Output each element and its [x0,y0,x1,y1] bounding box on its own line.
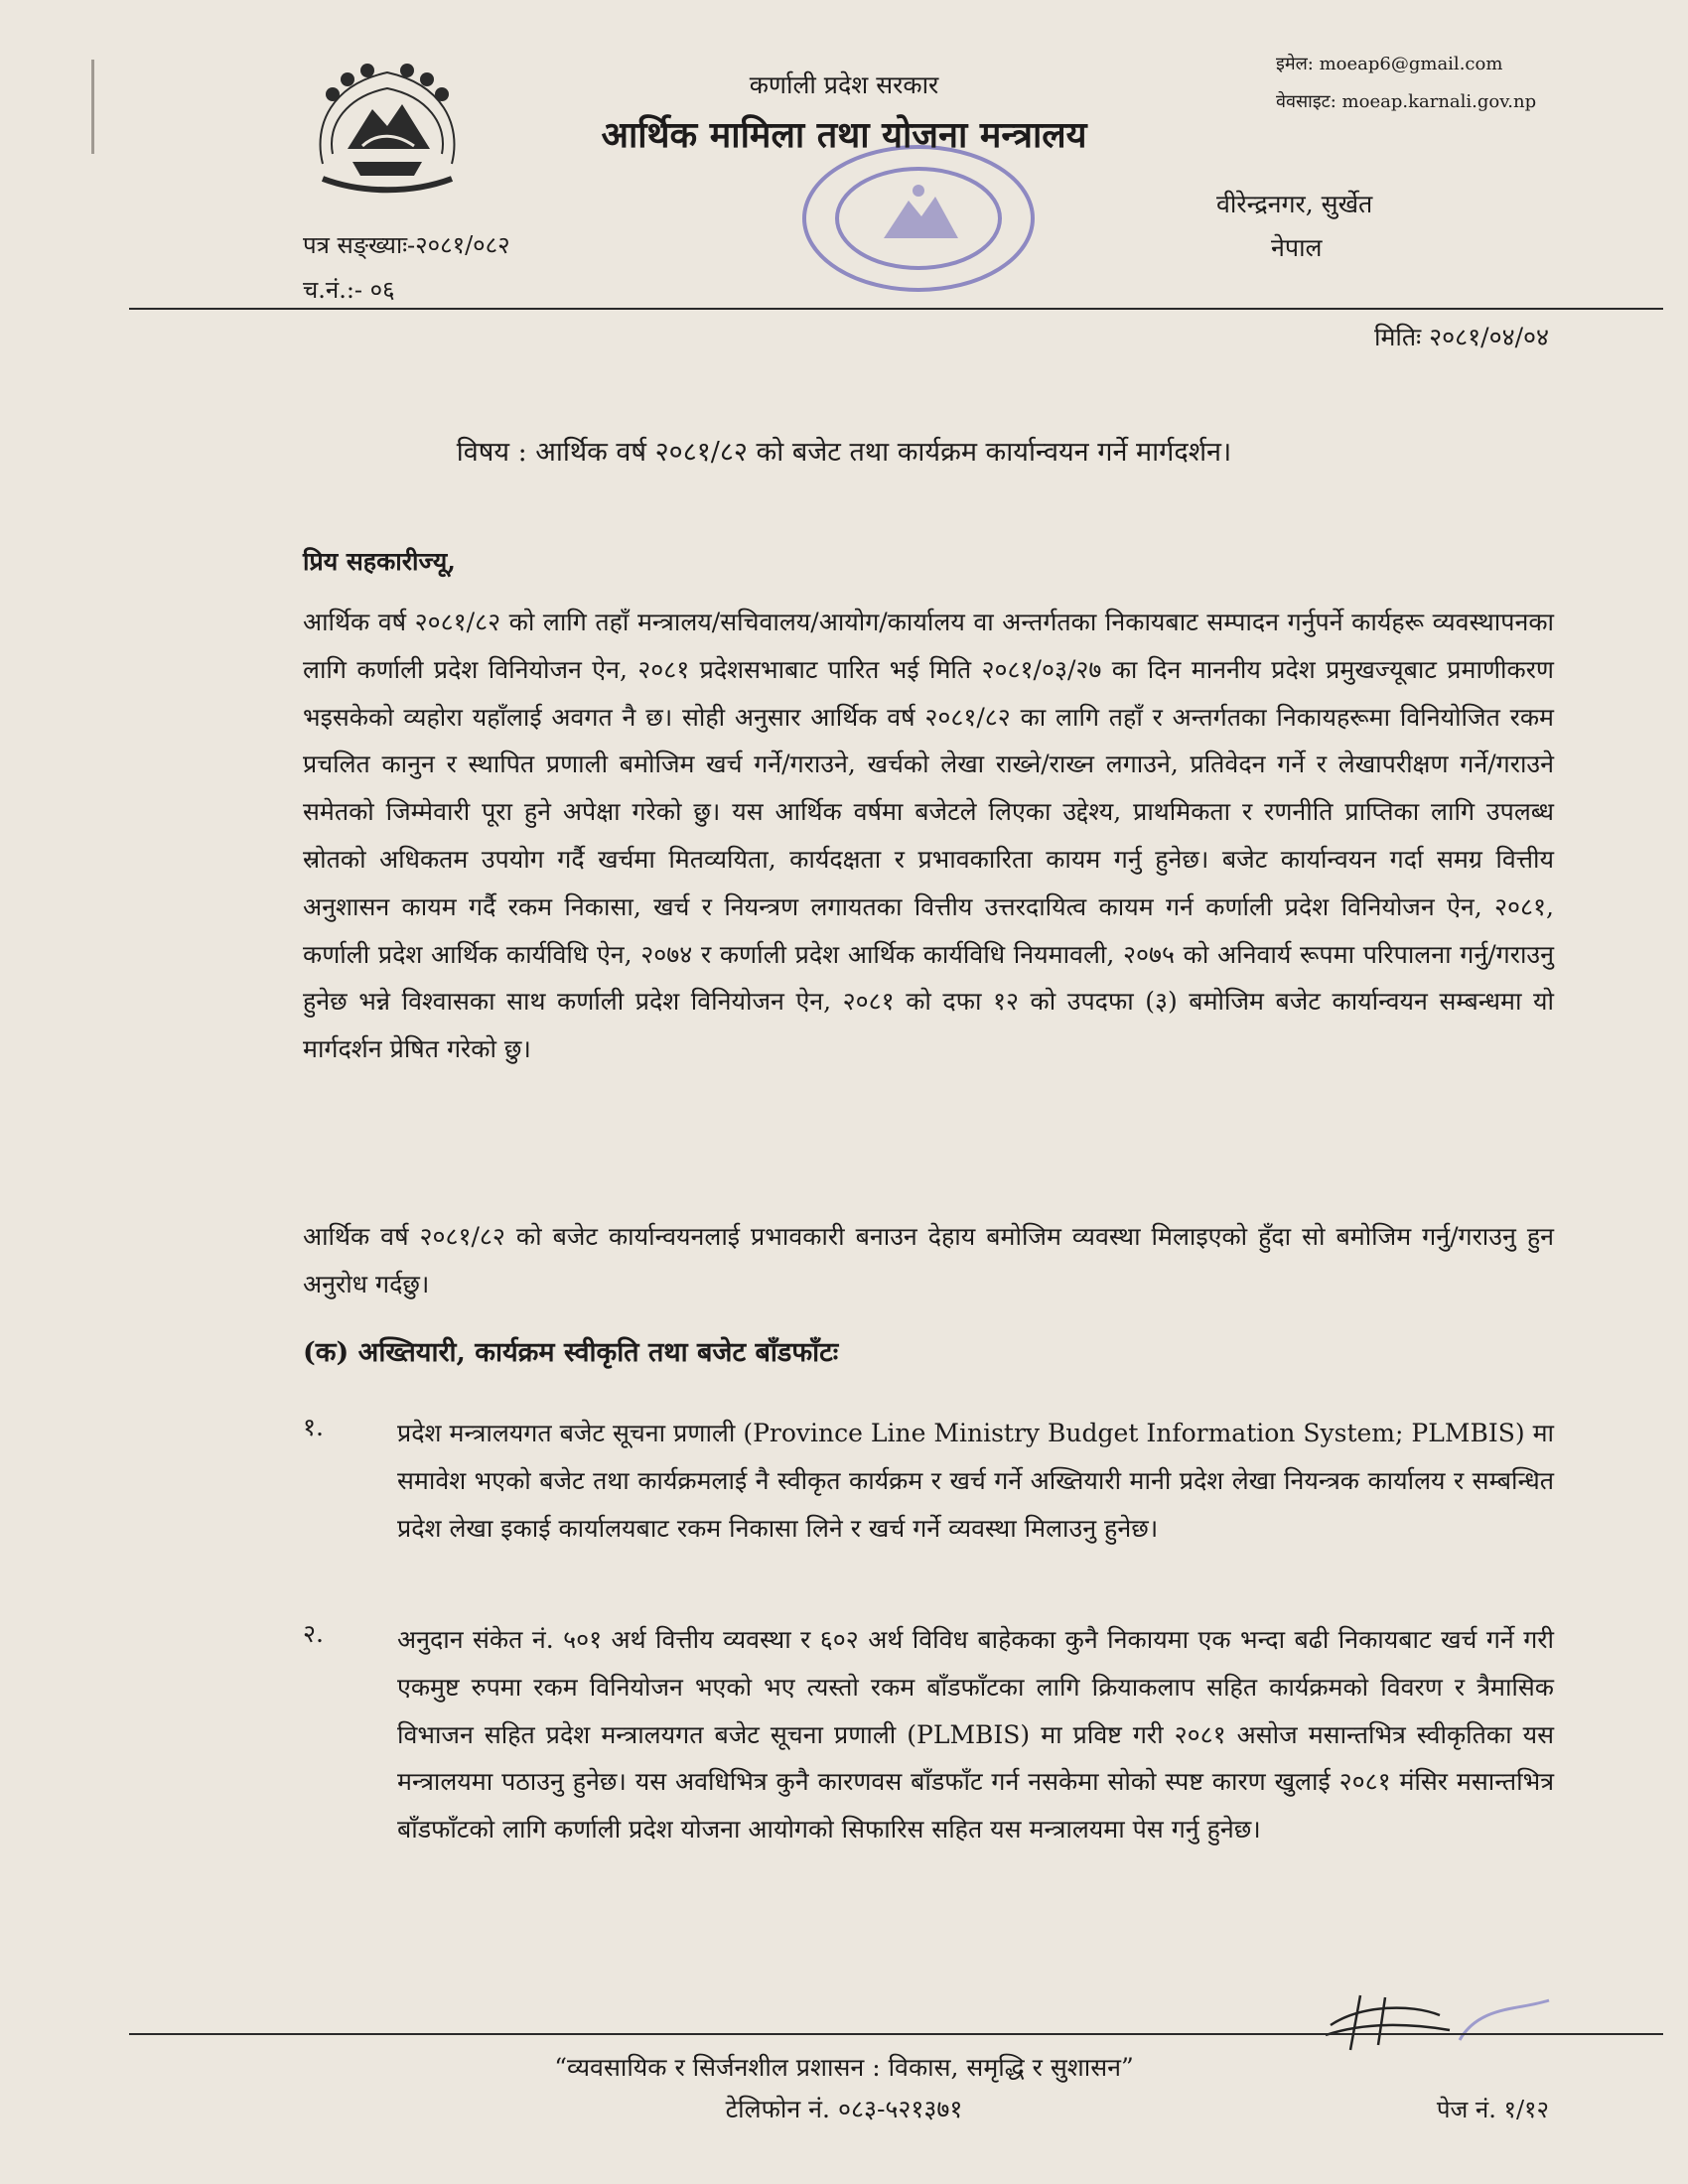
footer-phone: टेलिफोन नं. ०८३-५२१३७१ [725,2095,963,2123]
page-number: पेज नं. १/१२ [1436,2096,1549,2123]
footer-slogan: “व्यवसायिक र सिर्जनशील प्रशासन : विकास, समृद्धि र सुशासन” [554,2053,1134,2082]
body-paragraph: आर्थिक वर्ष २०८१/८२ को बजेट कार्यान्वयनलाई प्रभावकारी बनाउन देहाय बमोजिम व्यवस्था मिलाइएको हुँदा सो बमोजिम गर्नु/गराउनु हुन अनुरोध गर्दछु। [303,1222,1554,1298]
section-heading: (क) अख्तियारी, कार्यक्रम स्वीकृति तथा बजेट बाँडफाँटः [303,1337,839,1368]
government-name: कर्णाली प्रदेश सरकार [749,70,939,99]
footer-divider [129,2033,1663,2035]
salutation: प्रिय सहकारीज्यू, [303,547,456,576]
list-item: अनुदान संकेत नं. ५०१ अर्थ वित्तीय व्यवस्था र ६०२ अर्थ विविध बाहेकका कुनै निकायमा एक भन्दा बढी निकायबाट खर्च गर्ने गरी एकमुष्ट रुपमा रकम विनियोजन भएको भए त्यस्तो रकम बाँडफाँटका लागि क्रियाकलाप सहित कार्यक्रमको विवरण र त्रैमासिक विभाजन सहित प्रदेश मन्त्रालयगत बजेट सूचना प्रणाली (PLMBIS) मा प्रविष्ट गरी २०८१ असोज मसान्तभित्र स्वीकृतिका यस मन्त्रालयमा पठाउनु हुनेछ। यस अवधिभित्र कुनै कारणवस बाँडफाँट गर्न नसकेमा सोको स्पष्ट कारण खुलाई २०८१ मंसिर मसान्तभित्र बाँडफाँटको लागि कर्णाली प्रदेश योजना आयोगको सिफारिस सहित यस मन्त्रालयमा पेस गर्नु हुनेछ। [397,1625,1554,1844]
list-item-number: २. [303,1619,324,1648]
signature-icon [1291,1985,1589,2055]
list-item-number: १. [303,1413,324,1441]
header-divider [129,308,1663,310]
list-item: प्रदेश मन्त्रालयगत बजेट सूचना प्रणाली (Province Line Ministry Budget Information System; PLMBIS) मा समावेश भएको बजेट तथा कार्यक्रमलाई नै स्वीकृत कार्यक्रम र खर्च गर्ने अख्तियारी मानी प्रदेश लेखा नियन्त्रक कार्यालय र सम्बन्धित प्रदेश लेखा इकाई कार्यालयबाट रकम निकासा लिने र खर्च गर्ने व्यवस्था मिलाउनु हुनेछ। [397,1419,1554,1543]
ministry-seal-icon [794,139,1043,298]
website: वेवसाइट: moeap.karnali.gov.np [1276,91,1537,112]
ministry-name: आर्थिक मामिला तथा योजना मन्त्रालय [601,114,1087,156]
subject-line: विषय : आर्थिक वर्ष २०८१/८२ को बजेट तथा कार्यक्रम कार्यान्वयन गर्ने मार्गदर्शन। [456,437,1232,468]
letter-number: पत्र सङ्ख्याः-२०८१/०८२ [303,231,510,259]
dispatch-number: च.नं.:- ०६ [303,276,395,304]
city: वीरेन्द्रनगर, सुर्खेत [1216,190,1373,218]
letter-date: मितिः २०८१/०४/०४ [1374,323,1549,351]
email: इमेल: moeap6@gmail.com [1276,54,1503,74]
country: नेपाल [1271,233,1323,262]
body-paragraph: आर्थिक वर्ष २०८१/८२ को लागि तहाँ मन्त्रालय/सचिवालय/आयोग/कार्यालय वा अन्तर्गतका निकायबाट सम्पादन गर्नुपर्ने कार्यहरू व्यवस्थापनका लागि कर्णाली प्रदेश विनियोजन ऐन, २०८१ प्रदेशसभाबाट पारित भई मिति २०८१/०३/२७ का दिन माननीय प्रदेश प्रमुखज्यूबाट प्रमाणीकरण भइसकेको व्यहोरा यहाँलाई अवगत नै छ। सोही अनुसार आर्थिक वर्ष २०८१/८२ का लागि तहाँ र अन्तर्गतका निकायहरूमा विनियोजित रकम प्रचलित कानुन र स्थापित प्रणाली बमोजिम खर्च गर्ने/गराउने, खर्चको लेखा राख्ने/राख्न लगाउने, प्रतिवेदन गर्ने र लेखापरीक्षण गर्ने/गराउने समेतको जिम्मेवारी पूरा हुने अपेक्षा गरेको छु। यस आर्थिक वर्षमा बजेटले लिएका उद्देश्य, प्राथमिकता र रणनीति प्राप्तिका लागि उपलब्ध स्रोतको अधिकतम उपयोग गर्दै खर्चमा मितव्ययिता, कार्यदक्षता र प्रभावकारिता कायम गर्नु हुनेछ। बजेट कार्यान्वयन गर्दा समग्र वित्तीय अनुशासन कायम गर्दै रकम निकासा, खर्च र नियन्त्रण लगायतका वित्तीय उत्तरदायित्व कायम गर्न कर्णाली प्रदेश विनियोजन ऐन, २०८१, कर्णाली प्रदेश आर्थिक कार्यविधि ऐन, २०७४ र कर्णाली प्रदेश आर्थिक कार्यविधि नियमावली, २०७५ को अनिवार्य रूपमा परिपालना गर्नु/गराउनु हुनेछ भन्ने विश्वासका साथ कर्णाली प्रदेश विनियोजन ऐन, २०८१ को दफा १२ को उपदफा (३) बमोजिम बजेट कार्यान्वयन सम्बन्धमा यो मार्गदर्शन प्रेषित गरेको छु। [303,608,1554,1064]
